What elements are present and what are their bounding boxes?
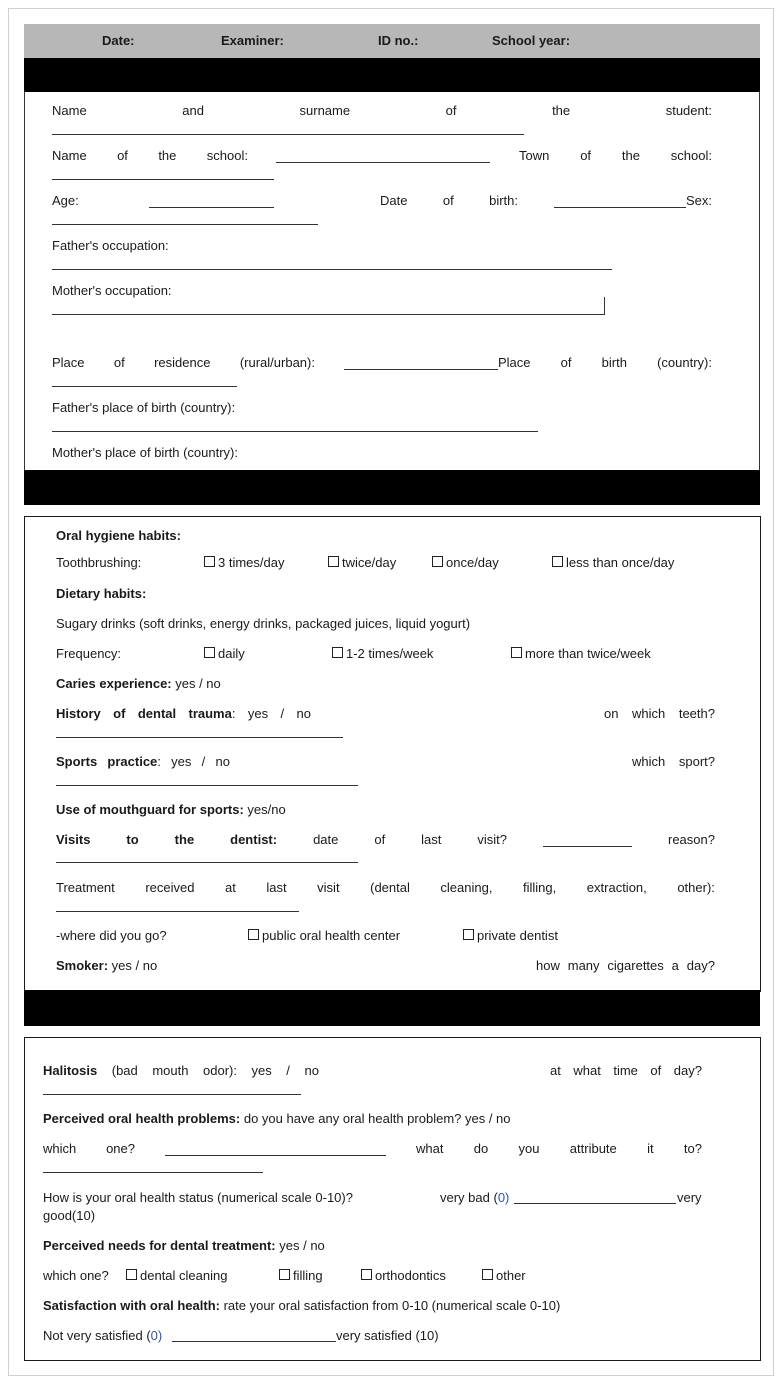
word: which — [632, 754, 666, 769]
word: on — [604, 706, 619, 721]
word: History — [56, 706, 101, 721]
option-label: daily — [218, 646, 245, 661]
word: no — [215, 754, 230, 769]
word: which — [632, 706, 666, 721]
checkbox-icon[interactable] — [279, 1269, 290, 1280]
good-label: good(10) — [43, 1208, 96, 1223]
word: no — [296, 706, 311, 721]
word: what — [416, 1141, 444, 1156]
word: day? — [686, 958, 715, 973]
needs-label: Perceived needs for dental treatment: — [43, 1238, 276, 1253]
word: sport? — [678, 754, 715, 769]
option-3-times-day[interactable] — [204, 555, 284, 570]
word: to — [126, 832, 139, 847]
father-pob-line[interactable] — [52, 431, 538, 432]
word: of — [445, 103, 457, 118]
needs-options: yes / no — [275, 1238, 325, 1253]
word: (dental — [370, 880, 410, 895]
reason-label: reason? — [668, 832, 715, 847]
option-filling[interactable] — [279, 1268, 323, 1283]
status-question: How is your oral health status (numerical scale 0-10)? — [43, 1190, 353, 1205]
oral-hygiene-title: Oral hygiene habits: — [56, 528, 181, 543]
mother-pob-label: Mother's place of birth (country): — [52, 445, 238, 460]
right-border — [759, 92, 760, 470]
option-label: other — [496, 1268, 526, 1283]
word: of — [113, 355, 125, 370]
section-divider-bar — [24, 990, 760, 1026]
word: to? — [683, 1141, 702, 1156]
word: odor): — [203, 1063, 237, 1078]
word: yes — [247, 706, 269, 721]
word: at — [550, 1063, 561, 1078]
option-dental-cleaning[interactable] — [126, 1268, 227, 1283]
mother-occupation-label: Mother's occupation: — [52, 283, 172, 298]
word: dental — [137, 706, 177, 721]
option-once-day[interactable] — [432, 555, 499, 570]
name-input-line[interactable] — [52, 134, 524, 135]
problem-input-line[interactable] — [165, 1155, 386, 1156]
word: of — [117, 148, 128, 163]
word: (country): — [657, 355, 712, 370]
word: the — [621, 148, 640, 163]
option-orthodontics[interactable] — [361, 1268, 446, 1283]
word: of — [442, 193, 454, 208]
option-label: less than once/day — [566, 555, 675, 570]
word: it — [647, 1141, 654, 1156]
word: school: — [206, 148, 248, 163]
attribute-input-line[interactable] — [43, 1172, 263, 1173]
option-label: filling — [293, 1268, 323, 1283]
needs-question — [43, 1238, 325, 1253]
section-divider-bar — [24, 58, 760, 92]
word: visit? — [477, 832, 507, 847]
mother-occupation-line[interactable] — [52, 314, 605, 315]
checkbox-icon[interactable] — [126, 1269, 137, 1280]
word: date — [313, 832, 339, 847]
checkbox-icon[interactable] — [432, 556, 443, 567]
halitosis-time-label — [550, 1063, 702, 1078]
option-label: once/day — [446, 555, 499, 570]
checkbox-icon[interactable] — [248, 929, 259, 940]
word: teeth? — [678, 706, 715, 721]
mouthguard-options: yes/no — [243, 802, 286, 817]
option-less-than-once-day[interactable] — [552, 555, 674, 570]
word: day? — [673, 1063, 702, 1078]
word: how — [536, 958, 560, 973]
option-label: dental cleaning — [140, 1268, 228, 1283]
section-divider-bar — [24, 470, 760, 505]
scale-zero: 0) — [150, 1328, 163, 1343]
checkbox-icon[interactable] — [204, 556, 215, 567]
word: yes — [171, 754, 192, 769]
word: do — [473, 1141, 489, 1156]
word: visit — [317, 880, 340, 895]
very-label: very — [677, 1190, 702, 1205]
word: received — [145, 880, 195, 895]
father-occupation-label: Father's occupation: — [52, 238, 169, 253]
word: the — [552, 103, 571, 118]
option-label: public oral health center — [262, 928, 401, 943]
father-occupation-line[interactable] — [52, 269, 612, 270]
option-label: private dentist — [477, 928, 558, 943]
checkbox-icon[interactable] — [328, 556, 339, 567]
word: (bad — [111, 1063, 138, 1078]
word: a — [671, 958, 679, 973]
word: last — [421, 832, 442, 847]
word: student: — [665, 103, 712, 118]
very-bad-label — [440, 1190, 509, 1205]
checkbox-icon[interactable] — [332, 647, 343, 658]
word: Place — [498, 355, 531, 370]
satisfaction-label: Satisfaction with oral health: — [43, 1298, 220, 1313]
word: Visits — [56, 832, 91, 847]
word: practice: — [107, 754, 161, 769]
caries-label: Caries experience: — [56, 676, 172, 691]
checkbox-icon[interactable] — [204, 647, 215, 658]
word: of — [560, 355, 572, 370]
satisfaction-question — [43, 1298, 560, 1313]
text-cursor — [604, 297, 605, 314]
option-other[interactable] — [482, 1268, 526, 1283]
option-1-2-times-week[interactable] — [332, 646, 433, 661]
birth-country-line[interactable] — [52, 386, 237, 387]
word: of — [580, 148, 592, 163]
checkbox-icon[interactable] — [361, 1269, 372, 1280]
sugary-drinks-label: Sugary drinks (soft drinks, energy drinks, packaged juices, liquid yogurt) — [56, 616, 471, 631]
dob-label — [380, 193, 518, 208]
halitosis-input-line[interactable] — [43, 1094, 301, 1095]
word: Place — [52, 355, 85, 370]
sex-input-line[interactable] — [52, 224, 318, 225]
word: attribute — [569, 1141, 617, 1156]
dentist-visits-label — [56, 832, 507, 847]
word: Name — [52, 148, 87, 163]
checkbox-icon[interactable] — [552, 556, 563, 567]
date-label: Date: — [102, 33, 135, 48]
word: cigarettes — [607, 958, 664, 973]
word: Name — [52, 103, 87, 118]
scale-zero: 0) — [497, 1190, 510, 1205]
option-label: 3 times/day — [218, 555, 285, 570]
id-label: ID no.: — [378, 33, 419, 48]
header-bar — [24, 24, 760, 58]
word: / — [280, 706, 285, 721]
dob-input-line[interactable] — [554, 207, 686, 208]
which-sport-label — [632, 754, 715, 769]
smoker-question — [56, 958, 157, 973]
satisfaction-scale-line[interactable] — [172, 1341, 336, 1342]
word: school: — [670, 148, 712, 163]
word: surname — [299, 103, 351, 118]
word: the — [174, 832, 195, 847]
school-year-label: School year: — [492, 33, 571, 48]
sex-label: Sex: — [686, 193, 713, 208]
word: Halitosis — [43, 1063, 98, 1078]
status-scale-line[interactable] — [514, 1203, 676, 1204]
school-input-line[interactable] — [276, 162, 490, 163]
word: Date — [380, 193, 408, 208]
dietary-title: Dietary habits: — [56, 586, 147, 601]
cigarettes-label — [536, 958, 715, 973]
checkbox-icon[interactable] — [482, 1269, 493, 1280]
word: one? — [106, 1141, 135, 1156]
word: time — [613, 1063, 638, 1078]
word: last — [266, 880, 287, 895]
residence-input-line[interactable] — [344, 369, 498, 370]
satisfaction-text: rate your oral satisfaction from 0-10 (numerical scale 0-10) — [219, 1298, 561, 1313]
word: Town — [519, 148, 550, 163]
caries-options: yes / no — [171, 676, 221, 691]
option-label: 1-2 times/week — [346, 646, 434, 661]
smoker-label: Smoker: — [56, 958, 109, 973]
word: Sports — [56, 754, 98, 769]
word: dentist: — [230, 832, 278, 847]
word: birth: — [489, 193, 518, 208]
school-name-label — [52, 148, 248, 163]
word: mouth — [152, 1063, 189, 1078]
mouthguard-label: Use of mouthguard for sports: — [56, 802, 244, 817]
option-private-dentist[interactable] — [463, 928, 558, 943]
word: at — [225, 880, 236, 895]
very-bad-text: very bad ( — [440, 1190, 498, 1205]
last-visit-input-line[interactable] — [543, 846, 632, 847]
frequency-label: Frequency: — [56, 646, 122, 661]
not-very-satisfied-label — [43, 1328, 162, 1343]
treatment-label — [56, 880, 715, 895]
teeth-input-line[interactable] — [56, 737, 343, 738]
word: / — [201, 754, 206, 769]
which-teeth-label — [604, 706, 715, 721]
which-one-needs-label: which one? — [43, 1268, 109, 1283]
word: (rural/urban): — [239, 355, 315, 370]
word: filling, — [523, 880, 557, 895]
smoker-options: yes / no — [108, 958, 158, 973]
word: many — [567, 958, 600, 973]
caries-experience — [56, 676, 221, 691]
word: / — [286, 1063, 290, 1078]
attribute-label — [416, 1141, 702, 1156]
option-label: orthodontics — [375, 1268, 446, 1283]
word: residence — [154, 355, 211, 370]
word: you — [518, 1141, 540, 1156]
checkbox-icon[interactable] — [463, 929, 474, 940]
option-public-oral-health-center[interactable] — [248, 928, 400, 943]
very-satisfied-label: very satisfied (10) — [336, 1328, 439, 1343]
perceived-problems-label: Perceived oral health problems: — [43, 1111, 241, 1126]
word: of — [374, 832, 386, 847]
word: yes — [251, 1063, 272, 1078]
perceived-problems-text: do you have any oral health problem? yes / no — [240, 1111, 511, 1126]
word: cleaning, — [440, 880, 493, 895]
sport-input-line[interactable] — [56, 785, 358, 786]
word: which — [43, 1141, 77, 1156]
word: of — [113, 706, 126, 721]
sports-practice-label — [56, 754, 230, 769]
word: extraction, — [586, 880, 647, 895]
option-more-than-twice-week[interactable] — [511, 646, 651, 661]
not-very-text: Not very satisfied ( — [43, 1328, 151, 1343]
mouthguard-question — [56, 802, 286, 817]
treatment-input-line[interactable] — [56, 911, 299, 912]
which-one-label — [43, 1141, 135, 1156]
word: other): — [677, 880, 715, 895]
age-label: Age: — [52, 193, 79, 208]
word: Treatment — [56, 880, 115, 895]
option-twice-day[interactable] — [328, 555, 396, 570]
birth-country-label — [498, 355, 712, 370]
name-row — [52, 103, 712, 118]
option-label: twice/day — [342, 555, 397, 570]
residence-label — [52, 355, 315, 370]
word: the — [158, 148, 177, 163]
father-pob-label: Father's place of birth (country): — [52, 400, 236, 415]
age-input-line[interactable] — [149, 207, 274, 208]
perceived-problems-question — [43, 1111, 511, 1126]
word: trauma: — [188, 706, 236, 721]
word: and — [182, 103, 204, 118]
word: what — [573, 1063, 601, 1078]
where-label: -where did you go? — [56, 928, 167, 943]
option-daily[interactable] — [204, 646, 245, 661]
left-border — [24, 92, 25, 470]
toothbrushing-label: Toothbrushing: — [56, 555, 142, 570]
examiner-label: Examiner: — [221, 33, 284, 48]
word: of — [650, 1063, 662, 1078]
town-label — [519, 148, 712, 163]
option-label: more than twice/week — [525, 646, 651, 661]
reason-input-line[interactable] — [56, 862, 358, 863]
checkbox-icon[interactable] — [511, 647, 522, 658]
word: birth — [601, 355, 627, 370]
town-input-line[interactable] — [52, 179, 274, 180]
word: no — [304, 1063, 319, 1078]
halitosis-label — [43, 1063, 319, 1078]
dental-trauma-label — [56, 706, 311, 721]
